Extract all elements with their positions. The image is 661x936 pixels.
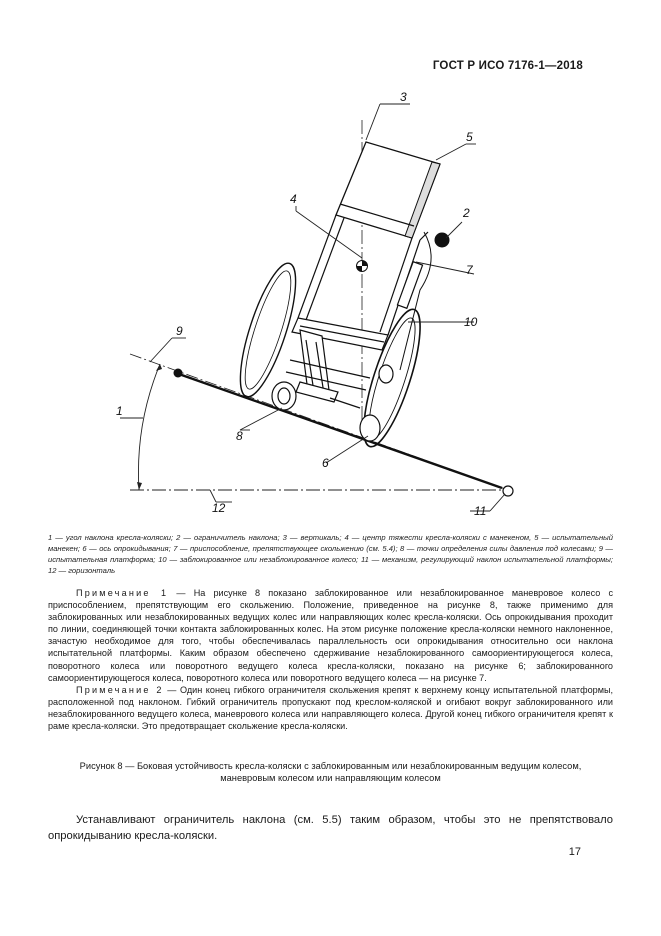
- wheelchair: [229, 142, 440, 452]
- callout-2: 2: [463, 206, 470, 220]
- note-2-text: — Один конец гибкого ограничителя скольжения крепят к верхнему концу испытательной платформы, расположенной под наклоном. Гибкий ограничитель пропускают под креслом-коляской и огибают вокруг заблокированного или незаблокированного ведущего колеса, маневрового колеса или направляющего колеса. Другой конец гибкого ограничителя крепят к раме кресла-коляски. Это предотвращает скольжение кресла-коляски.: [48, 684, 614, 732]
- note-1-text: — На рисунке 8 показано заблокированное или незаблокированное маневровое колесо с приспособлением, препятствующим его скольжению. Положение, приведенное на рисунке 8, также применимо для заблокированных или незаблокированных ведущих колес или направляющих колес кресла-коляски. Ось опрокидывания проходит по линии, соединяющей точки контакта заблокированных колес. На этом рисунке положение кресла-коляски немного наклоненное, зачастую необходимое для того, чтобы обеспечивалась параллельность оси опрокидывания относительно оси наклона испытательной платформы. Каким образом обеспечено сдерживание незаблокированного самоориентирующегося колеса, поворотного колеса или поворотного ведущего колеса кресла-коляски, показано на рисунке 6; заблокированного самоориентирующегося колеса, поворотного колеса или поворотного ведущего колеса — на рисунке 7.: [48, 588, 613, 683]
- body-paragraph: Устанавливают ограничитель наклона (см. 5.5) таким образом, чтобы это не препятствовало опрокидыванию кресла-коляски.: [48, 814, 613, 842]
- document-code: ГОСТ Р ИСО 7176-1—2018: [432, 60, 583, 72]
- callout-7: 7: [466, 263, 473, 277]
- callout-5: 5: [466, 130, 473, 144]
- figure-notes: [48, 587, 613, 732]
- note-1: [48, 587, 613, 684]
- note-2-label: Примечание 2: [76, 684, 164, 695]
- tilt-angle-arc: [138, 364, 160, 490]
- callout-11: 11: [474, 504, 487, 518]
- callout-8: 8: [236, 429, 243, 443]
- callout-3: 3: [400, 90, 407, 104]
- callout-4: 4: [290, 192, 297, 206]
- test-platform: [176, 373, 502, 488]
- figure-legend: 1 — угол наклона кресла-коляски; 2 — ограничитель наклона; 3 — вертикаль; 4 — центр тяжести кресла-коляски с манекеном, 5 — испытательный манекен; 6 — ось опрокидывания; 7 — приспособление, препятствующее скольжению (см. 5.4); 8 — точки определения силы давления под колесами; 9 — испытательная платформа; 10 — заблокированное или незаблокированное колесо; 11 — механизм, регулирующий наклон испытательной платформы; 12 — горизонталь: [48, 533, 613, 575]
- tilt-limiter: [435, 233, 450, 248]
- callout-1: 1: [116, 404, 123, 418]
- figure-caption: Рисунок 8 — Боковая устойчивость кресла-коляски с заблокированным или незаблокированным ведущим колесом, маневровым колесом или направляющим колесом: [79, 761, 582, 784]
- platform-anchor-point: [174, 369, 183, 378]
- callout-12: 12: [212, 501, 226, 515]
- callout-9: 9: [176, 324, 183, 338]
- page-number: 17: [568, 846, 581, 858]
- note-1-label: Примечание 1: [76, 588, 169, 598]
- callout-6: 6: [322, 456, 329, 470]
- callout-10: 10: [464, 315, 478, 329]
- center-of-gravity-marker: [357, 261, 368, 272]
- note-2: [48, 684, 613, 732]
